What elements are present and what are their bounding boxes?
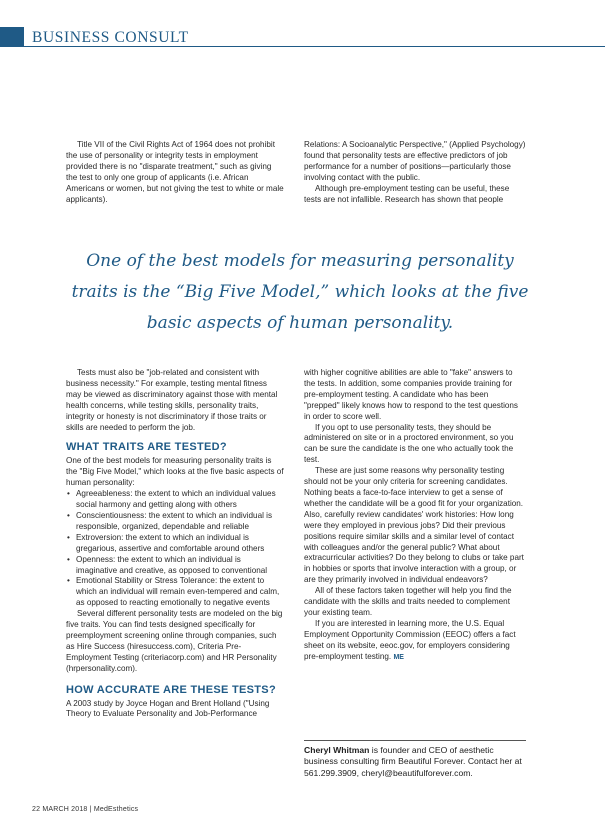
paragraph: Tests must also be "job-related and consistent with business necessity." For example, testing mental fitness may be viewed as discriminatory against those with mental health concerns, while testing skills, personality traits, integrity or honesty is not discriminatory if those traits or skills are needed to perform the job. (66, 368, 278, 432)
top-right-column (304, 140, 526, 205)
pull-quote: One of the best models for measuring personality traits is the “Big Five Model,” which looks at the five basic aspects of human personality. (71, 251, 529, 333)
author-bio-text: is founder and CEO of aesthetic business consulting firm Beautiful Forever. Contact her at 561.299.3909, cheryl@beautifulforever.com. (304, 745, 522, 778)
end-mark: ME (393, 653, 404, 661)
right-column (304, 368, 526, 663)
page-footer: 22 MARCH 2018 | MedEsthetics (32, 806, 139, 813)
list-item: • Openness: the extent to which an individual is imaginative and creative, as opposed to conventional (66, 555, 284, 577)
paragraph: These are just some reasons why personality testing should not be your only criteria for screening candidates. Nothing beats a face-to-face interview to get a sense of whether the candidate will be a good fit for your organization. Also, carefully review candidates' work histories: How long were they employed in previous jobs? Did their previous positions require similar skills and a similar level of contact with colleagues and/or the general public? What about extracurricular activities? Do they belong to clubs or take part in hobbies or sports that involve interaction with a group, or are they primarily involved in individual endeavors? (304, 466, 524, 585)
author-bio (304, 740, 526, 779)
section-heading: WHAT TRAITS ARE TESTED? (66, 441, 227, 454)
paragraph: One of the best models for measuring personality traits is the "Big Five Model," which looks at the five basic aspects of human personality: (66, 456, 284, 488)
list-item: • Conscientiousness: the extent to which an individual is responsible, organized, dependable and reliable (66, 511, 284, 533)
list-item: • Emotional Stability or Stress Tolerance: the extent to which an individual will remain even-tempered and calm, as opposed to reacting emotionally to negative events (66, 576, 284, 609)
traits-list (66, 489, 284, 609)
paragraph: Relations: A Socioanalytic Perspective," (Applied Psychology) found that personality tests are effective predictors of job performance for a number of positions—particularly those involving contact with the public. (304, 140, 526, 182)
paragraph: All of these factors taken together will help you find the candidate with the skills and traits needed to complement your existing team. (304, 586, 512, 617)
paragraph: Several different personality tests are modeled on the big five traits. You can find tests designed specifically for preemployment screening online through companies, such as Hire Success (hiresuccess.com), Criteria Pre-Employment Testing (criteriacorp.com) and HR Personality (hrpersonality.com). (66, 609, 283, 673)
header-accent-block (0, 27, 24, 47)
section-title: BUSINESS CONSULT (32, 29, 189, 46)
paragraph: If you opt to use personality tests, they should be administered on site or in a proctored environment, so you can be sure the candidate is the one who actually took the test. (304, 422, 514, 465)
paragraph-text: If you are interested in learning more, the U.S. Equal Employment Opportunity Commission (EEOC) offers a fact sheet on its website, eeoc.gov, for employers considering pre-employment testing. (304, 618, 516, 661)
paragraph: A 2003 study by Joyce Hogan and Brent Holland ("Using Theory to Evaluate Personality and Job-Performance (66, 698, 270, 719)
list-item: • Extroversion: the extent to which an individual is gregarious, assertive and comfortable around others (66, 533, 284, 555)
paragraph (304, 619, 526, 664)
section-heading: HOW ACCURATE ARE THESE TESTS? (66, 683, 276, 696)
paragraph: Although pre-employment testing can be useful, these tests are not infallible. Research has shown that people (304, 183, 510, 204)
header-divider (24, 46, 605, 47)
author-name: Cheryl Whitman (304, 745, 370, 755)
paragraph: with higher cognitive abilities are able to "fake" answers to the tests. In addition, some companies provide training for pre-employment testing. A candidate who has been "prepped" likely knows how to respond to the test questions in order to score well. (304, 368, 518, 421)
top-left-column (66, 140, 284, 205)
paragraph: Title VII of the Civil Rights Act of 1964 does not prohibit the use of personality or integrity tests in employment provided there is no "disparate treatment," such as giving the test to only one group of applicants (i.e. African Americans or women, but not giving the test to white or male applicants). (66, 140, 284, 204)
left-column (66, 368, 284, 720)
list-item: • Agreeableness: the extent to which an individual values social harmony and getting along with others (66, 489, 284, 511)
